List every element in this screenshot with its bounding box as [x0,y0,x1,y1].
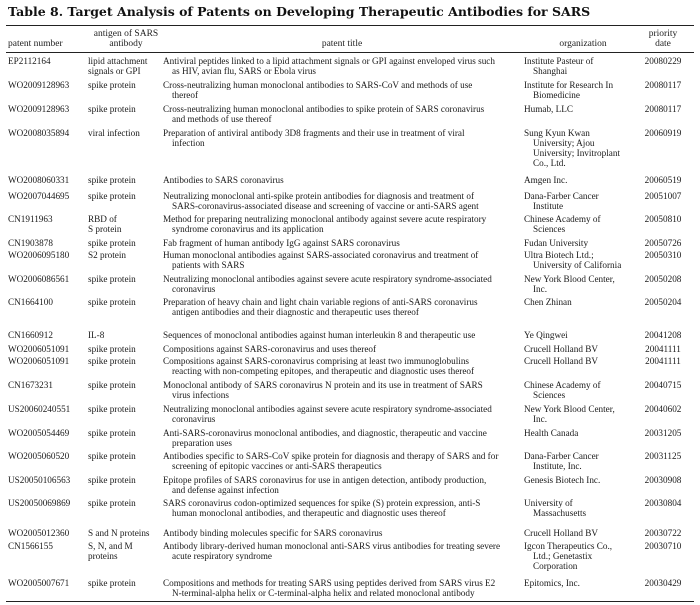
organization-cell: New York Blood Center, Inc. [524,404,615,424]
organization-cell: University of Massachusetts [524,498,587,518]
priority-date-cell: 20030804 [644,498,682,508]
antigen-cell: S2 protein [88,250,127,260]
antigen-cell: spike protein [88,175,136,185]
header-organization: organization [559,39,607,49]
antigen-cell: spike protein [88,451,136,461]
organization-cell: New York Blood Center, Inc. [524,274,615,294]
organization-cell: Humab, LLC [524,104,573,114]
patent-title-cell: Fab fragment of human antibody IgG against SARS coronavirus [163,238,400,248]
patent-number-cell: WO2007044695 [8,191,70,201]
priority-date-cell: 20030429 [644,578,682,588]
priority-date-cell: 20060919 [644,128,682,138]
organization-cell: Chinese Academy of Sciences [524,214,601,234]
antigen-cell: spike protein [88,380,136,390]
organization-cell: Ultra Biotech Ltd.; University of California [524,250,622,270]
patent-title-cell: Neutralizing monoclonal anti-spike protein antibodies for diagnosis and treatment of SARS-coronavirus-associated disease and screening of vaccine or anti-SARS agent [163,191,479,211]
antigen-cell: spike protein [88,191,136,201]
header-priority-date: priority date [648,29,678,49]
antigen-cell: IL-8 [88,330,105,340]
antigen-cell: spike protein [88,475,136,485]
priority-date-cell: 20040602 [644,404,682,414]
patent-title-cell: Anti-SARS-coronavirus monoclonal antibodies, and diagnostic, therapeutic and vaccine preparation uses [163,428,487,448]
header-antigen: antigen of SARS antibody [93,29,159,49]
priority-date-cell: 20041208 [644,330,682,340]
priority-date-cell: 20031125 [644,451,682,461]
antigen-cell: spike protein [88,428,136,438]
priority-date-cell: 20030908 [644,475,682,485]
patent-title-cell: Antibodies to SARS coronavirus [163,175,284,185]
patent-title-cell: Compositions and methods for treating SARS using peptides derived from SARS virus E2 N-terminal-alpha helix or C-terminal-alpha helix and related monoclonal antibody [163,578,496,598]
patent-number-cell: WO2009128963 [8,80,70,90]
organization-cell: Institute for Research In Biomedicine [524,80,614,100]
patent-title-cell: Preparation of heavy chain and light chain variable regions of anti-SARS coronavirus antigen antibodies and their diagnostic and therapeutic uses thereof [163,297,478,317]
patent-number-cell: WO2008060331 [8,175,70,185]
patent-number-cell: WO2005012360 [8,528,70,538]
organization-cell: Crucell Holland BV [524,528,598,538]
patent-number-cell: US20050069869 [8,498,71,508]
antigen-cell: spike protein [88,498,136,508]
patent-number-cell: EP2112164 [8,56,51,66]
priority-date-cell: 20050726 [644,238,682,248]
patent-number-cell: US20060240551 [8,404,71,414]
priority-date-cell: 20031205 [644,428,682,438]
organization-cell: Crucell Holland BV [524,356,598,366]
patent-title-cell: Neutralizing monoclonal antibodies against severe acute respiratory syndrome-associated coronavirus [163,404,492,424]
patent-number-cell: WO2008035894 [8,128,70,138]
patent-number-cell: CN1664100 [8,297,53,307]
patent-title-cell: Method for preparing neutralizing monoclonal antibody against severe acute respiratory syndrome coronavirus and its application [163,214,487,234]
patent-title-cell: Sequences of monoclonal antibodies against human interleukin 8 and therapeutic use [163,330,476,340]
patent-title-cell: Antibody library-derived human monoclonal anti-SARS virus antibodies for treating severe acute respiratory syndrome [163,541,501,561]
patent-title-cell: Neutralizing monoclonal antibodies against severe acute respiratory syndrome-associated coronavirus [163,274,492,294]
patent-number-cell: CN1566155 [8,541,53,551]
patent-number-cell: WO2006051091 [8,356,70,366]
patent-title-cell: Monoclonal antibody of SARS coronavirus N protein and its use in treatment of SARS virus infections [163,380,483,400]
organization-cell: Dana-Farber Cancer Institute [524,191,599,211]
header-patent-number: patent number [8,39,63,49]
organization-cell: Fudan University [524,238,589,248]
patent-number-cell: WO2009128963 [8,104,70,114]
priority-date-cell: 20051007 [644,191,682,201]
patent-title-cell: Compositions against SARS-coronavirus and uses thereof [163,344,377,354]
organization-cell: Institute Pasteur of Shanghai [524,56,594,76]
priority-date-cell: 20050310 [644,250,682,260]
patent-title-cell: Cross-neutralizing human monoclonal antibodies to SARS-CoV and methods of use thereof [163,80,473,100]
priority-date-cell: 20050810 [644,214,682,224]
priority-date-cell: 20080117 [644,80,682,90]
antigen-cell: RBD of S protein [88,214,122,234]
priority-date-cell: 20080117 [644,104,682,114]
antigen-cell: spike protein [88,104,136,114]
patent-number-cell: WO2006095180 [8,250,70,260]
antigen-cell: spike protein [88,238,136,248]
antigen-cell: spike protein [88,80,136,90]
patent-title-cell: Antibody binding molecules specific for SARS coronavirus [163,528,383,538]
organization-cell: Igcon Therapeutics Co., Ltd.; Genetastix Corporation [524,541,613,571]
antigen-cell: S and N proteins [88,528,150,538]
patent-title-cell: Epitope profiles of SARS coronavirus for use in antigen detection, antibody production, and defense against infection [163,475,487,495]
patent-number-cell: WO2005054469 [8,428,70,438]
antigen-cell: S, N, and M proteins [88,541,133,561]
organization-cell: Crucell Holland BV [524,344,598,354]
patent-number-cell: WO2005007671 [8,578,70,588]
patent-number-cell: CN1911963 [8,214,53,224]
patent-title-cell: SARS coronavirus codon-optimized sequences for spike (S) protein expression, anti-S human monoclonal antibodies, and therapeutic and diagnostic uses thereof [163,498,481,518]
antigen-cell: spike protein [88,404,136,414]
patent-number-cell: US20050106563 [8,475,71,485]
antigen-cell: spike protein [88,344,136,354]
antigen-cell: spike protein [88,274,136,284]
patent-title-cell: Antibodies specific to SARS-CoV spike protein for diagnosis and therapy of SARS and for screening of epitopic vaccines or anti-SARS therapeutics [163,451,499,471]
priority-date-cell: 20060519 [644,175,682,185]
priority-date-cell: 20050208 [644,274,682,284]
antigen-cell: spike protein [88,578,136,588]
organization-cell: Dana-Farber Cancer Institute, Inc. [524,451,599,471]
patent-number-cell: CN1673231 [8,380,53,390]
priority-date-cell: 20040715 [644,380,682,390]
patent-number-cell: WO2006086561 [8,274,70,284]
patent-number-cell: CN1903878 [8,238,53,248]
patent-title-cell: Cross-neutralizing human monoclonal antibodies to spike protein of SARS coronavirus and methods of use thereof [163,104,485,124]
antigen-cell: spike protein [88,297,136,307]
organization-cell: Chinese Academy of Sciences [524,380,601,400]
patent-number-cell: WO2005060520 [8,451,70,461]
top-rule [6,25,694,26]
patent-number-cell: WO2006051091 [8,344,70,354]
organization-cell: Epitomics, Inc. [524,578,580,588]
priority-date-cell: 20080229 [644,56,682,66]
bottom-rule [6,601,694,602]
organization-cell: Amgen Inc. [524,175,568,185]
antigen-cell: viral infection [88,128,140,138]
antigen-cell: lipid attachment signals or GPI [88,56,148,76]
organization-cell: Health Canada [524,428,579,438]
priority-date-cell: 20030722 [644,528,682,538]
patent-title-cell: Compositions against SARS-coronavirus comprising at least two immunoglobulins reacting with non-competing epitopes, and therapeutic and diagnostic uses thereof [163,356,475,376]
priority-date-cell: 20050204 [644,297,682,307]
patent-number-cell: CN1660912 [8,330,53,340]
patent-title-cell: Preparation of antiviral antibody 3D8 fragments and their use in treatment of viral infection [163,128,465,148]
patent-title-cell: Antiviral peptides linked to a lipid attachment signals or GPI against enveloped virus such as HIV, avian flu, SARS or Ebola virus [163,56,495,76]
antigen-cell: spike protein [88,356,136,366]
organization-cell: Sung Kyun Kwan University; Ajou University; Invitroplant Co., Ltd. [524,128,621,168]
header-rule [6,52,694,53]
organization-cell: Chen Zhinan [524,297,572,307]
priority-date-cell: 20030710 [644,541,682,551]
table-title: Table 8. Target Analysis of Patents on Developing Therapeutic Antibodies for SARS [8,4,591,19]
priority-date-cell: 20041111 [645,344,681,354]
organization-cell: Genesis Biotech Inc. [524,475,601,485]
header-patent-title: patent title [321,39,363,49]
patent-title-cell: Human monoclonal antibodies against SARS-associated coronavirus and treatment of patients with SARS [163,250,479,270]
organization-cell: Ye Qingwei [524,330,568,340]
priority-date-cell: 20041111 [645,356,681,366]
